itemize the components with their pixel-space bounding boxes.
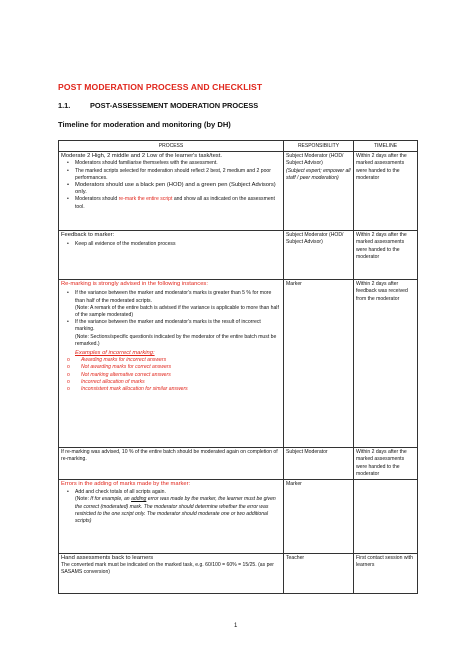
responsibility-cell: Subject Moderator	[284, 448, 354, 480]
header-responsibility: RESPONSIBILITY	[284, 141, 354, 152]
note-text: (Note: A remark of the entire batch is advised if the variance is applicable to more than half of the sample moderated)	[75, 304, 279, 319]
row-lead: Hand assessments back to learners	[61, 555, 154, 562]
list-item: • Moderators should familiarise themselves with the assessment.	[61, 160, 281, 167]
table-row	[59, 554, 418, 594]
list-item: • Add and check totals of all scripts again.	[61, 489, 281, 496]
process-cell	[59, 152, 284, 231]
table-row	[59, 152, 418, 231]
timeline-cell: Within 2 days after the marked assessments were handed to the moderator	[354, 152, 418, 231]
list-item: o Inconsistent mark allocation for similar answers	[61, 386, 281, 393]
timeline-cell	[354, 480, 418, 554]
examples-heading: Examples of incorrect marking:	[75, 350, 155, 357]
text-segment: and show all as indicated on the assessment tool.	[75, 196, 275, 210]
list-item: • Keep all evidence of the moderation process	[61, 241, 281, 248]
list-item: o Not marking alternative correct answers	[61, 372, 281, 379]
process-cell	[59, 231, 284, 280]
table-row	[59, 480, 418, 554]
header-timeline: TIMELINE	[354, 141, 418, 152]
responsibility-cell: Subject Moderator (HOD/ Subject Advisor)	[284, 231, 354, 280]
text-segment: error was made by the marker, the learner must be given the correct (moderated) mark. The moderator should determine whether the error was restricted to the one script only. The moderator should moderate one or two additional scripts)	[75, 496, 276, 525]
text-segment: Moderators should	[75, 196, 119, 203]
table-row	[59, 448, 418, 480]
row-lead: Errors in the adding of marks made by the marker:	[61, 481, 191, 488]
list-item: • The marked scripts selected for moderation should reflect 2 best, 2 medium and 2 poor performances.	[61, 168, 281, 182]
document-title: POST MODERATION PROCESS AND CHECKLIST	[58, 82, 263, 92]
note-label: (Note:	[75, 496, 89, 503]
process-cell	[59, 480, 284, 554]
text-segment: If for example, an	[88, 496, 132, 503]
timeline-cell: First contact session with learners	[354, 554, 418, 594]
row-lead: Moderate 2 High, 2 middle and 2 Low of the learner's task/test.	[61, 153, 222, 160]
responsibility-cell	[284, 152, 354, 231]
list-item: • If the variance between the marker and moderator's marks is the result of incorrect marking.	[61, 319, 281, 333]
responsibility-cell: Marker	[284, 280, 354, 448]
row-text: The converted mark must be indicated on the marked task, e.g. 60/100 = 60% = 15/25. (as per SASAMS conversion)	[61, 562, 274, 576]
list-item: o Awarding marks for incorrect answers	[61, 357, 281, 364]
section-number: 1.1.	[58, 101, 71, 110]
note-text	[61, 496, 281, 525]
process-cell: If re-marking was advised, 10 % of the entire batch should be moderated again on completion of re-marking.	[59, 448, 284, 480]
responsibility-cell: Marker	[284, 480, 354, 554]
process-cell	[59, 280, 284, 448]
row-lead: Feedback to marker:	[61, 232, 115, 239]
timeline-cell: Within 2 days after the marked assessments were handed to the moderator	[354, 448, 418, 480]
table-row	[59, 231, 418, 280]
responsibility-cell: Teacher	[284, 554, 354, 594]
timeline-cell: Within 2 days after the marked assessments were handed to the moderator	[354, 231, 418, 280]
timeline-cell: Within 2 days after feedback was received from the moderator	[354, 280, 418, 448]
table-header-row	[59, 141, 418, 152]
moderation-process-table	[58, 140, 418, 594]
list-item: o Not awarding marks for correct answers	[61, 364, 281, 371]
row-lead: Re-marking is strongly advised in the following instances:	[61, 281, 208, 288]
text-segment: adding	[131, 496, 147, 503]
list-item: • If the variance between the marker and moderator's marks is greater than 5 % for more than half of the moderated scripts.	[61, 290, 281, 304]
page-number: 1	[234, 623, 238, 629]
header-process: PROCESS	[59, 141, 284, 152]
timeline-heading: Timeline for moderation and monitoring (by DH)	[58, 120, 231, 129]
process-cell	[59, 554, 284, 594]
responsibility-text: Subject Moderator (HOD/ Subject Advisor)	[286, 153, 344, 167]
note-text: (Note: Sections/specific question/s indicated by the moderator of the entire batch must be remarked.)	[75, 333, 277, 347]
table-row	[59, 280, 418, 448]
responsibility-note: (Subject expert; empower all staff / peer moderation)	[286, 167, 351, 181]
list-item: o Incorrect allocation of marks	[61, 379, 281, 386]
list-item	[61, 196, 281, 210]
list-item: • Moderators should use a black pen (HOD) and a green pen (Subject Advisors) only.	[61, 182, 281, 196]
section-title: POST-ASSESSEMENT MODERATION PROCESS	[90, 101, 259, 110]
highlighted-text: re-mark the entire script	[118, 196, 173, 203]
